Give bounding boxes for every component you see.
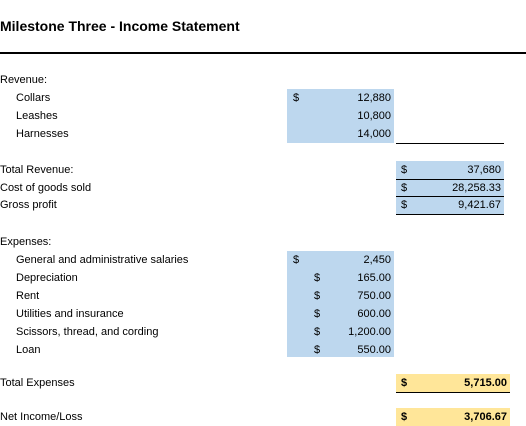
expense-item-label: Scissors, thread, and cording: [16, 326, 159, 338]
revenue-item-label: Harnesses: [16, 128, 69, 140]
expense-item-label: Depreciation: [16, 272, 78, 284]
total-revenue-value[interactable]: 37,680: [467, 164, 501, 176]
total-expenses-value[interactable]: 5,715.00: [464, 377, 507, 389]
expense-item-label: General and administrative salaries: [16, 254, 189, 266]
gross-profit-value[interactable]: 9,421.67: [458, 199, 501, 211]
revenue-underline: [396, 143, 504, 144]
expense-item-currency: $: [314, 308, 321, 320]
expense-item-currency: $: [314, 272, 321, 284]
total-expenses-underline: [396, 392, 510, 393]
expense-item-value[interactable]: 600.00: [357, 308, 391, 320]
net-income-label: Net Income/Loss: [0, 411, 83, 423]
net-income-currency: $: [401, 411, 408, 423]
total-revenue-label: Total Revenue:: [0, 164, 74, 176]
total-revenue-currency: $: [401, 164, 408, 176]
revenue-item-value[interactable]: 14,000: [357, 128, 391, 140]
revenue-item-label: Leashes: [16, 110, 58, 122]
expense-item-currency: $: [314, 326, 321, 338]
title-divider: [0, 52, 526, 54]
revenue-item-label: Collars: [16, 92, 51, 104]
expense-item-currency: $: [314, 290, 321, 302]
cogs-currency: $: [401, 182, 408, 194]
expenses-header: Expenses:: [0, 236, 52, 248]
cogs-value[interactable]: 28,258.33: [452, 182, 501, 194]
revenue-currency-symbol: $: [293, 92, 300, 104]
expense-item-label: Rent: [16, 290, 40, 302]
gross-profit-currency: $: [401, 199, 408, 211]
total-expenses-currency: $: [401, 377, 408, 389]
expense-item-label: Utilities and insurance: [16, 308, 124, 320]
statement-title: Milestone Three - Income Statement: [0, 18, 240, 34]
expense-item-currency: $: [293, 254, 300, 266]
expense-item-value[interactable]: 2,450: [363, 254, 391, 266]
expense-item-value[interactable]: 750.00: [357, 290, 391, 302]
gross-profit-label: Gross profit: [0, 199, 57, 211]
revenue-header: Revenue:: [0, 74, 48, 86]
revenue-item-value[interactable]: 10,800: [357, 110, 391, 122]
total-expenses-label: Total Expenses: [0, 377, 75, 389]
expense-item-value[interactable]: 1,200.00: [348, 326, 391, 338]
revenue-item-value[interactable]: 12,880: [357, 92, 391, 104]
expense-item-currency: $: [314, 344, 321, 356]
gross-profit-underline: [396, 214, 504, 215]
expense-item-value[interactable]: 550.00: [357, 344, 391, 356]
expense-item-label: Loan: [16, 344, 41, 356]
expense-item-value[interactable]: 165.00: [357, 272, 391, 284]
net-income-value[interactable]: 3,706.67: [464, 411, 507, 423]
cogs-label: Cost of goods sold: [0, 182, 92, 194]
